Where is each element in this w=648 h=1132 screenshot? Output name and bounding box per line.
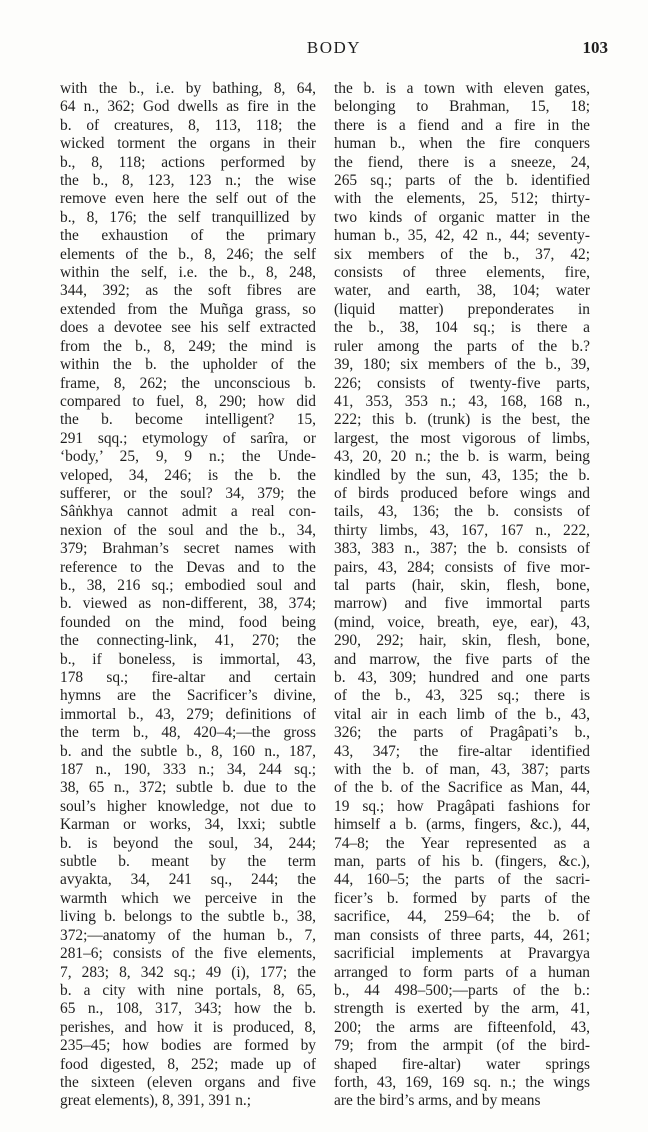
- index-line: 39, 180; six members of the b., 39,: [334, 356, 590, 374]
- index-line: 379; Brahman’s secret names with: [60, 540, 316, 558]
- page-number: 103: [582, 38, 608, 57]
- index-line: belonging to Brahman, 15, 18;: [334, 98, 590, 116]
- index-line: 74–8; the Year represented as a: [334, 834, 590, 852]
- index-line: 64 n., 362; God dwells as fire in the: [60, 98, 316, 116]
- index-line: consists of three elements, fire,: [334, 264, 590, 282]
- index-line: the term b., 48, 420–4;—the gross: [60, 724, 316, 742]
- index-line: elements of the b., 8, 246; the self: [60, 245, 316, 263]
- index-line: sacrifice, 44, 259–64; the b. of: [334, 908, 590, 926]
- index-line: (liquid matter) preponderates in: [334, 300, 590, 318]
- index-line: there is a fiend and a fire in the: [334, 116, 590, 134]
- index-line: shaped fire-altar) water springs: [334, 1055, 590, 1073]
- index-line: man consists of three parts, 44, 261;: [334, 926, 590, 944]
- index-line: (mind, voice, breath, eye, ear), 43,: [334, 613, 590, 631]
- index-line: the b. is a town with eleven gates,: [334, 80, 590, 97]
- left-column: [60, 80, 316, 1111]
- index-line: Karman or works, 34, lxxi; subtle: [60, 816, 316, 834]
- index-line: the b., 8, 123, 123 n.; the wise: [60, 172, 316, 190]
- index-line: the exhaustion of the primary: [60, 227, 316, 245]
- index-line: forth, 43, 169, 169 sq. n.; the wings: [334, 1073, 590, 1091]
- index-line: the fiend, there is a sneeze, 24,: [334, 153, 590, 171]
- index-line: great elements), 8, 391, 391 n.;: [60, 1092, 252, 1110]
- index-line: two kinds of organic matter in the: [334, 208, 590, 226]
- index-line: pairs, 43, 284; consists of five mor-: [334, 558, 590, 576]
- index-line: hymns are the Sacrificer’s divine,: [60, 687, 316, 705]
- index-line: 79; from the armpit (of the bird-: [334, 1037, 590, 1055]
- index-line: the b., 38, 104 sq.; is there a: [334, 319, 590, 337]
- index-line: from the b., 8, 249; the mind is: [60, 337, 316, 355]
- index-line: of birds produced before wings and: [334, 484, 590, 502]
- index-line: 65 n., 108, 317, 343; how the b.: [60, 1000, 316, 1018]
- index-line: human b., 35, 42, 42 n., 44; seventy-: [334, 227, 590, 245]
- index-line: b., 8, 118; actions performed by: [60, 153, 316, 171]
- index-line: food digested, 8, 252; made up of: [60, 1055, 316, 1073]
- index-line: b. of creatures, 8, 113, 118; the: [60, 116, 316, 134]
- index-line: marrow) and five immortal parts: [334, 595, 590, 613]
- index-line: 38, 65 n., 372; subtle b. due to the: [60, 779, 316, 797]
- index-line: b., 38, 216 sq.; embodied soul and: [60, 576, 316, 594]
- index-line: strength is exerted by the arm, 41,: [334, 1000, 590, 1018]
- index-line: b. is beyond the soul, 34, 244;: [60, 834, 316, 852]
- index-line: 187 n., 190, 333 n.; 34, 244 sq.;: [60, 761, 316, 779]
- index-line: 265 sq.; parts of the b. identified: [334, 172, 590, 190]
- index-line: sacrificial implements at Pravargya: [334, 945, 590, 963]
- index-line: perishes, and how it is produced, 8,: [60, 1018, 316, 1036]
- index-line: the sixteen (eleven organs and five: [60, 1073, 316, 1091]
- index-line: avyakta, 34, 241 sq., 244; the: [60, 871, 316, 889]
- index-line: ‘body,’ 25, 9, 9 n.; the Unde-: [60, 448, 316, 466]
- index-line: 43, 347; the fire-altar identified: [334, 742, 590, 760]
- index-line: 178 sq.; fire-altar and certain: [60, 669, 316, 686]
- index-line: 290, 292; hair, skin, flesh, bone,: [334, 632, 590, 650]
- index-line: tal parts (hair, skin, flesh, bone,: [334, 576, 590, 594]
- index-line: b., if boneless, is immortal, 43,: [60, 650, 316, 668]
- index-line: man, parts of his b. (fingers, &c.),: [334, 853, 590, 871]
- index-line: of the b. of the Sacrifice as Man, 44,: [334, 779, 590, 797]
- index-line: himself a b. (arms, fingers, &c.), 44,: [334, 816, 590, 834]
- index-line: 222; this b. (trunk) is the best, the: [334, 411, 590, 429]
- index-line: human b., when the fire conquers: [334, 135, 590, 153]
- index-line: the b. become intelligent? 15,: [60, 411, 316, 429]
- index-line: 41, 353, 353 n.; 43, 168, 168 n.,: [334, 392, 590, 410]
- index-line: b. 43, 309; hundred and one parts: [334, 669, 590, 686]
- right-column: [334, 80, 590, 1111]
- running-head: [60, 38, 608, 66]
- index-line: 7, 283; 8, 342 sq.; 49 (i), 177; the: [60, 963, 316, 981]
- index-line: 326; the parts of Pragâpati’s b.,: [334, 724, 590, 742]
- index-line: ruler among the parts of the b.?: [334, 337, 590, 355]
- index-line: within the self, i.e. the b., 8, 248,: [60, 264, 316, 282]
- index-line: warmth which we perceive in the: [60, 889, 316, 907]
- index-line: 200; the arms are fifteenfold, 43,: [334, 1018, 590, 1036]
- index-line: 383, 383 n., 387; the b. consists of: [334, 540, 590, 558]
- index-line: thirty limbs, 43, 167, 167 n., 222,: [334, 521, 590, 539]
- index-line: 281–6; consists of the five elements,: [60, 945, 316, 963]
- index-line: b. a city with nine portals, 8, 65,: [60, 981, 316, 999]
- index-line: extended from the Muñga grass, so: [60, 300, 316, 318]
- index-line: largest, the most vigorous of limbs,: [334, 429, 590, 447]
- index-line: with the b., i.e. by bathing, 8, 64,: [60, 80, 316, 97]
- index-line: soul’s higher knowledge, not due to: [60, 797, 316, 815]
- index-line: 19 sq.; how Pragâpati fashions for: [334, 797, 590, 815]
- index-line: subtle b. meant by the term: [60, 853, 316, 871]
- index-line: frame, 8, 262; the unconscious b.: [60, 374, 316, 392]
- index-line: b. and the subtle b., 8, 160 n., 187,: [60, 742, 316, 760]
- index-line: 291 sqq.; etymology of sarîra, or: [60, 429, 316, 447]
- index-line: nexion of the soul and the b., 34,: [60, 521, 316, 539]
- index-line: b., 44 498–500;—parts of the b.:: [334, 981, 590, 999]
- index-line: with the b. of man, 43, 387; parts: [334, 761, 590, 779]
- index-line: kindled by the sun, 43, 135; the b.: [334, 466, 590, 484]
- index-line: Sâṅkhya cannot admit a real con-: [60, 503, 316, 521]
- index-line: arranged to form parts of a human: [334, 963, 590, 981]
- index-line: with the elements, 25, 512; thirty-: [334, 190, 590, 208]
- index-line: six members of the b., 37, 42;: [334, 245, 590, 263]
- index-line: tails, 43, 136; the b. consists of: [334, 503, 590, 521]
- index-line: veloped, 34, 246; is the b. the: [60, 466, 316, 484]
- index-line: 235–45; how bodies are formed by: [60, 1037, 316, 1055]
- index-line: and marrow, the five parts of the: [334, 650, 590, 668]
- running-head-title: BODY: [306, 38, 362, 57]
- index-line: 44, 160–5; the parts of the sacri-: [334, 871, 590, 889]
- index-line: vital air in each limb of the b., 43,: [334, 705, 590, 723]
- index-line: are the bird’s arms, and by means: [334, 1092, 541, 1110]
- index-line: reference to the Devas and to the: [60, 558, 316, 576]
- index-line: ficer’s b. formed by parts of the: [334, 889, 590, 907]
- index-line: water, and earth, 38, 104; water: [334, 282, 590, 300]
- index-line: 226; consists of twenty-five parts,: [334, 374, 590, 392]
- index-line: 43, 20, 20 n.; the b. is warm, being: [334, 448, 590, 466]
- index-line: founded on the mind, food being: [60, 613, 316, 631]
- index-line: of the b., 43, 325 sq.; there is: [334, 687, 590, 705]
- index-line: b., 8, 176; the self tranquillized by: [60, 208, 316, 226]
- index-line: does a devotee see his self extracted: [60, 319, 316, 337]
- index-line: compared to fuel, 8, 290; how did: [60, 392, 316, 410]
- index-line: immortal b., 43, 279; definitions of: [60, 705, 316, 723]
- index-line: remove even here the self out of the: [60, 190, 316, 208]
- index-line: living b. belongs to the subtle b., 38,: [60, 908, 316, 926]
- index-line: wicked torment the organs in their: [60, 135, 316, 153]
- index-line: within the b. the upholder of the: [60, 356, 316, 374]
- index-line: the connecting-link, 41, 270; the: [60, 632, 316, 650]
- index-line: sufferer, or the soul? 34, 379; the: [60, 484, 316, 502]
- index-line: 372;—anatomy of the human b., 7,: [60, 926, 316, 944]
- index-line: b. viewed as non-different, 38, 374;: [60, 595, 316, 613]
- index-line: 344, 392; as the soft fibres are: [60, 282, 316, 300]
